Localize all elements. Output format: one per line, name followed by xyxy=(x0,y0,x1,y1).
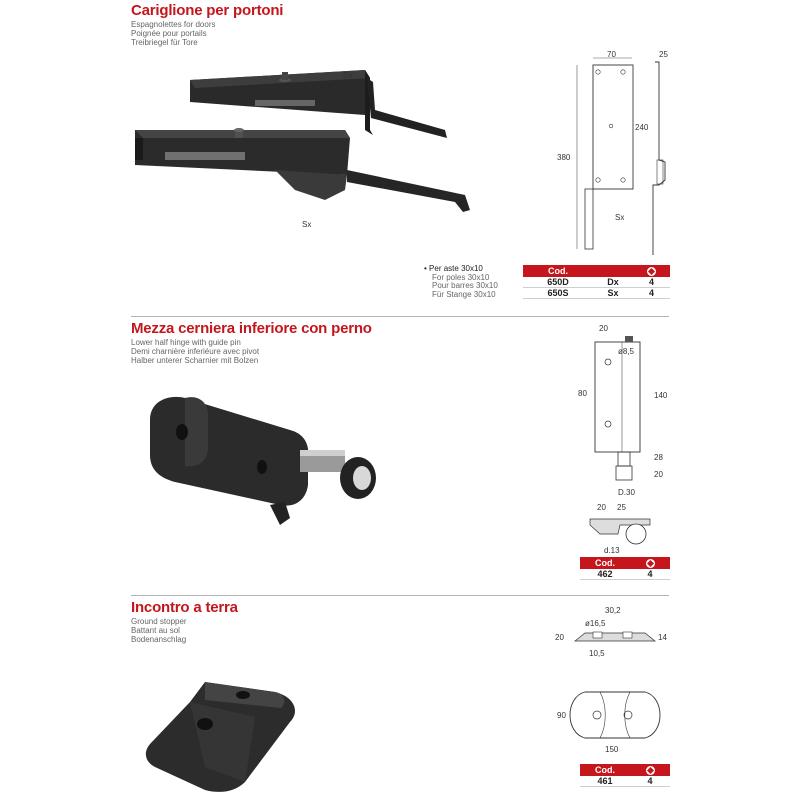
spec-line: Pour barres 30x10 xyxy=(432,281,498,290)
tool-icon xyxy=(646,559,655,568)
ground-stopper-photo xyxy=(135,672,310,797)
bullet-icon: • xyxy=(424,264,427,273)
subtitle: Poignée pour portails xyxy=(131,29,207,38)
cell-side: Sx xyxy=(593,288,633,299)
table-row xyxy=(580,569,670,580)
hinge-drawing xyxy=(570,324,680,564)
subtitle: Battant au sol xyxy=(131,626,180,635)
dim-25: 25 xyxy=(659,50,668,59)
dim-20: 20 xyxy=(555,633,564,642)
hinge-photo xyxy=(130,390,390,530)
cell-qty: 4 xyxy=(630,776,670,787)
table-row xyxy=(580,776,670,787)
section-divider xyxy=(131,595,669,596)
dim-d30: D.30 xyxy=(618,488,635,497)
dim-28: 28 xyxy=(654,453,663,462)
dim-25: 25 xyxy=(617,503,626,512)
subtitle: Demi charnière inferiéure avec pivot xyxy=(131,347,260,356)
section-cariglione xyxy=(0,0,800,315)
dim-240: 240 xyxy=(635,123,649,132)
espagnolette-photo xyxy=(125,60,485,235)
cell-code: 650D xyxy=(523,277,593,288)
dim-20b: 20 xyxy=(654,470,663,479)
cell-code: 462 xyxy=(580,569,630,580)
table-row xyxy=(523,288,670,299)
dim-80: 80 xyxy=(578,389,587,398)
cell-side: Dx xyxy=(593,277,633,288)
dim-70: 70 xyxy=(607,50,616,59)
spec-list xyxy=(424,265,498,299)
spec-line: Per aste 30x10 xyxy=(429,264,483,273)
dim-10-5: 10,5 xyxy=(589,649,605,658)
cod-header: Cod. xyxy=(580,557,630,569)
subtitle: Halber unterer Scharnier mit Bolzen xyxy=(131,356,259,365)
subtitle: Bodenanschlag xyxy=(131,635,187,644)
spec-line: For poles 30x10 xyxy=(432,272,490,282)
dim-20: 20 xyxy=(599,324,608,333)
dim-150: 150 xyxy=(605,745,619,754)
subtitle: Lower half hinge with guide pin xyxy=(131,338,241,347)
subtitle: Ground stopper xyxy=(131,617,187,626)
spec-line: Für Stange 30x10 xyxy=(432,289,496,299)
ground-stopper-drawing xyxy=(555,605,675,755)
dim-380: 380 xyxy=(557,153,571,162)
dim-hole-16-5: ø16,5 xyxy=(585,619,606,628)
cell-code: 650S xyxy=(523,288,593,299)
tool-icon xyxy=(646,766,655,775)
section-title: Mezza cerniera inferiore con perno xyxy=(131,320,372,337)
dim-14: 14 xyxy=(658,633,667,642)
product-code-table xyxy=(580,557,670,580)
tool-icon xyxy=(647,267,656,276)
dim-140: 140 xyxy=(654,391,668,400)
table-row xyxy=(523,277,670,288)
side-sx: Sx xyxy=(615,213,625,222)
cod-header: Cod. xyxy=(580,764,630,776)
cell-qty: 4 xyxy=(633,288,670,299)
cell-code: 461 xyxy=(580,776,630,787)
sx-label: Sx xyxy=(302,220,312,229)
dim-30-2: 30,2 xyxy=(605,606,621,615)
cell-qty: 4 xyxy=(630,569,670,580)
subtitle: Espagnolettes for doors xyxy=(131,20,216,29)
dx-label: Dx xyxy=(343,71,353,80)
cell-qty: 4 xyxy=(633,277,670,288)
subtitle: Treibriegel für Tore xyxy=(131,38,198,47)
section-incontro xyxy=(0,597,800,800)
section-title: Cariglione per portoni xyxy=(131,2,284,19)
section-title: Incontro a terra xyxy=(131,599,238,616)
dim-20c: 20 xyxy=(597,503,606,512)
section-cerniera xyxy=(0,318,800,594)
dim-d13: d.13 xyxy=(604,546,620,555)
dim-hole: ø8,5 xyxy=(618,347,635,356)
dim-90: 90 xyxy=(557,711,566,720)
product-code-table xyxy=(523,265,670,299)
section-divider xyxy=(131,316,669,317)
cod-header: Cod. xyxy=(523,265,593,277)
espagnolette-drawing xyxy=(555,50,675,255)
product-code-table xyxy=(580,764,670,787)
